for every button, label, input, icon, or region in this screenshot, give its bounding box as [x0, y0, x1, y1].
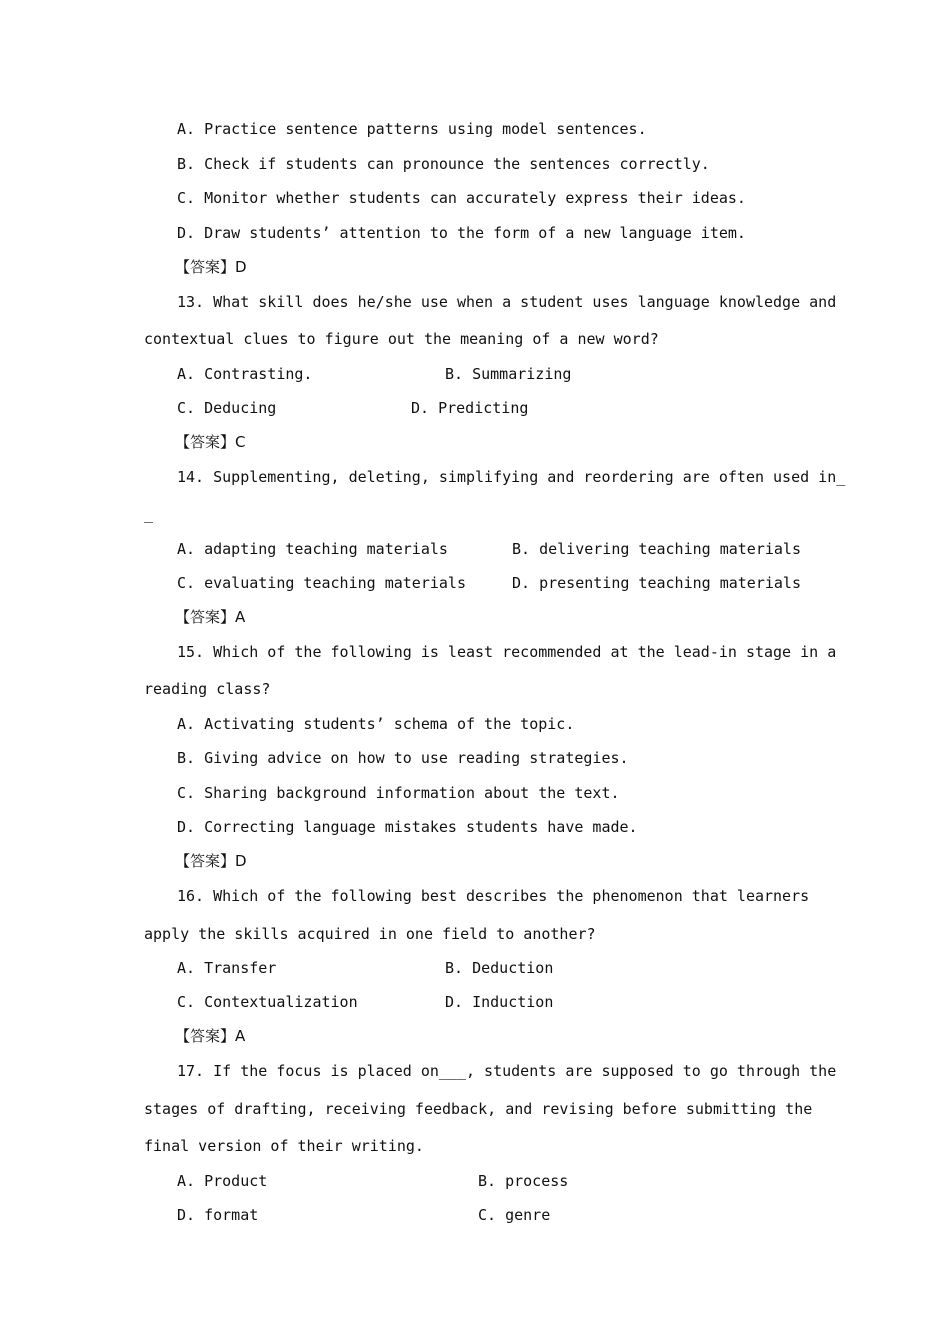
- q14-answer: 【答案】A: [175, 608, 246, 626]
- q16-option-c: C. Contextualization: [177, 993, 358, 1011]
- q14-stem-line1: 14. Supplementing, deleting, simplifying and reordering are often used in_: [177, 468, 846, 486]
- q17-stem-line3: final version of their writing.: [144, 1137, 424, 1155]
- q17-option-a: A. Product: [177, 1172, 268, 1190]
- q13-option-b: B. Summarizing: [445, 365, 572, 383]
- q16-answer: 【答案】A: [175, 1027, 246, 1045]
- q14-option-c: C. evaluating teaching materials: [177, 574, 466, 592]
- q12-option-c: C. Monitor whether students can accurately express their ideas.: [177, 189, 746, 207]
- q14-option-b: B. delivering teaching materials: [512, 540, 801, 558]
- q15-option-a: A. Activating students’ schema of the topic.: [177, 715, 575, 733]
- q12-answer: 【答案】D: [175, 258, 247, 276]
- q14-option-a: A. adapting teaching materials: [177, 540, 448, 558]
- q15-option-c: C. Sharing background information about the text.: [177, 784, 620, 802]
- q17-option-c: C. genre: [478, 1206, 551, 1224]
- q16-stem-line2: apply the skills acquired in one field to another?: [144, 925, 596, 943]
- q16-option-d: D. Induction: [445, 993, 554, 1011]
- q16-stem-line1: 16. Which of the following best describes the phenomenon that learners: [177, 887, 810, 905]
- q14-option-d: D. presenting teaching materials: [512, 574, 801, 592]
- q15-option-d: D. Correcting language mistakes students have made.: [177, 818, 638, 836]
- q13-answer: 【答案】C: [175, 433, 246, 451]
- q16-option-b: B. Deduction: [445, 959, 554, 977]
- q17-option-d: D. format: [177, 1206, 259, 1224]
- q12-option-a: A. Practice sentence patterns using model sentences.: [177, 120, 647, 138]
- q15-stem-line2: reading class?: [144, 680, 271, 698]
- q15-stem-line1: 15. Which of the following is least recommended at the lead-in stage in a: [177, 643, 837, 661]
- q13-stem-line1: 13. What skill does he/she use when a student uses language knowledge and: [177, 293, 837, 311]
- q13-option-a: A. Contrasting.: [177, 365, 313, 383]
- q13-option-c: C. Deducing: [177, 399, 277, 417]
- q12-option-b: B. Check if students can pronounce the sentences correctly.: [177, 155, 710, 173]
- q17-stem-line2: stages of drafting, receiving feedback, and revising before submitting the: [144, 1100, 813, 1118]
- q14-stem-line2: _: [144, 505, 154, 523]
- q17-option-b: B. process: [478, 1172, 569, 1190]
- q15-option-b: B. Giving advice on how to use reading strategies.: [177, 749, 629, 767]
- q13-stem-line2: contextual clues to figure out the meaning of a new word?: [144, 330, 659, 348]
- q16-option-a: A. Transfer: [177, 959, 277, 977]
- q17-stem-line1: 17. If the focus is placed on___, students are supposed to go through the: [177, 1062, 837, 1080]
- q15-answer: 【答案】D: [175, 852, 247, 870]
- q13-option-d: D. Predicting: [411, 399, 529, 417]
- q12-option-d: D. Draw students’ attention to the form of a new language item.: [177, 224, 746, 242]
